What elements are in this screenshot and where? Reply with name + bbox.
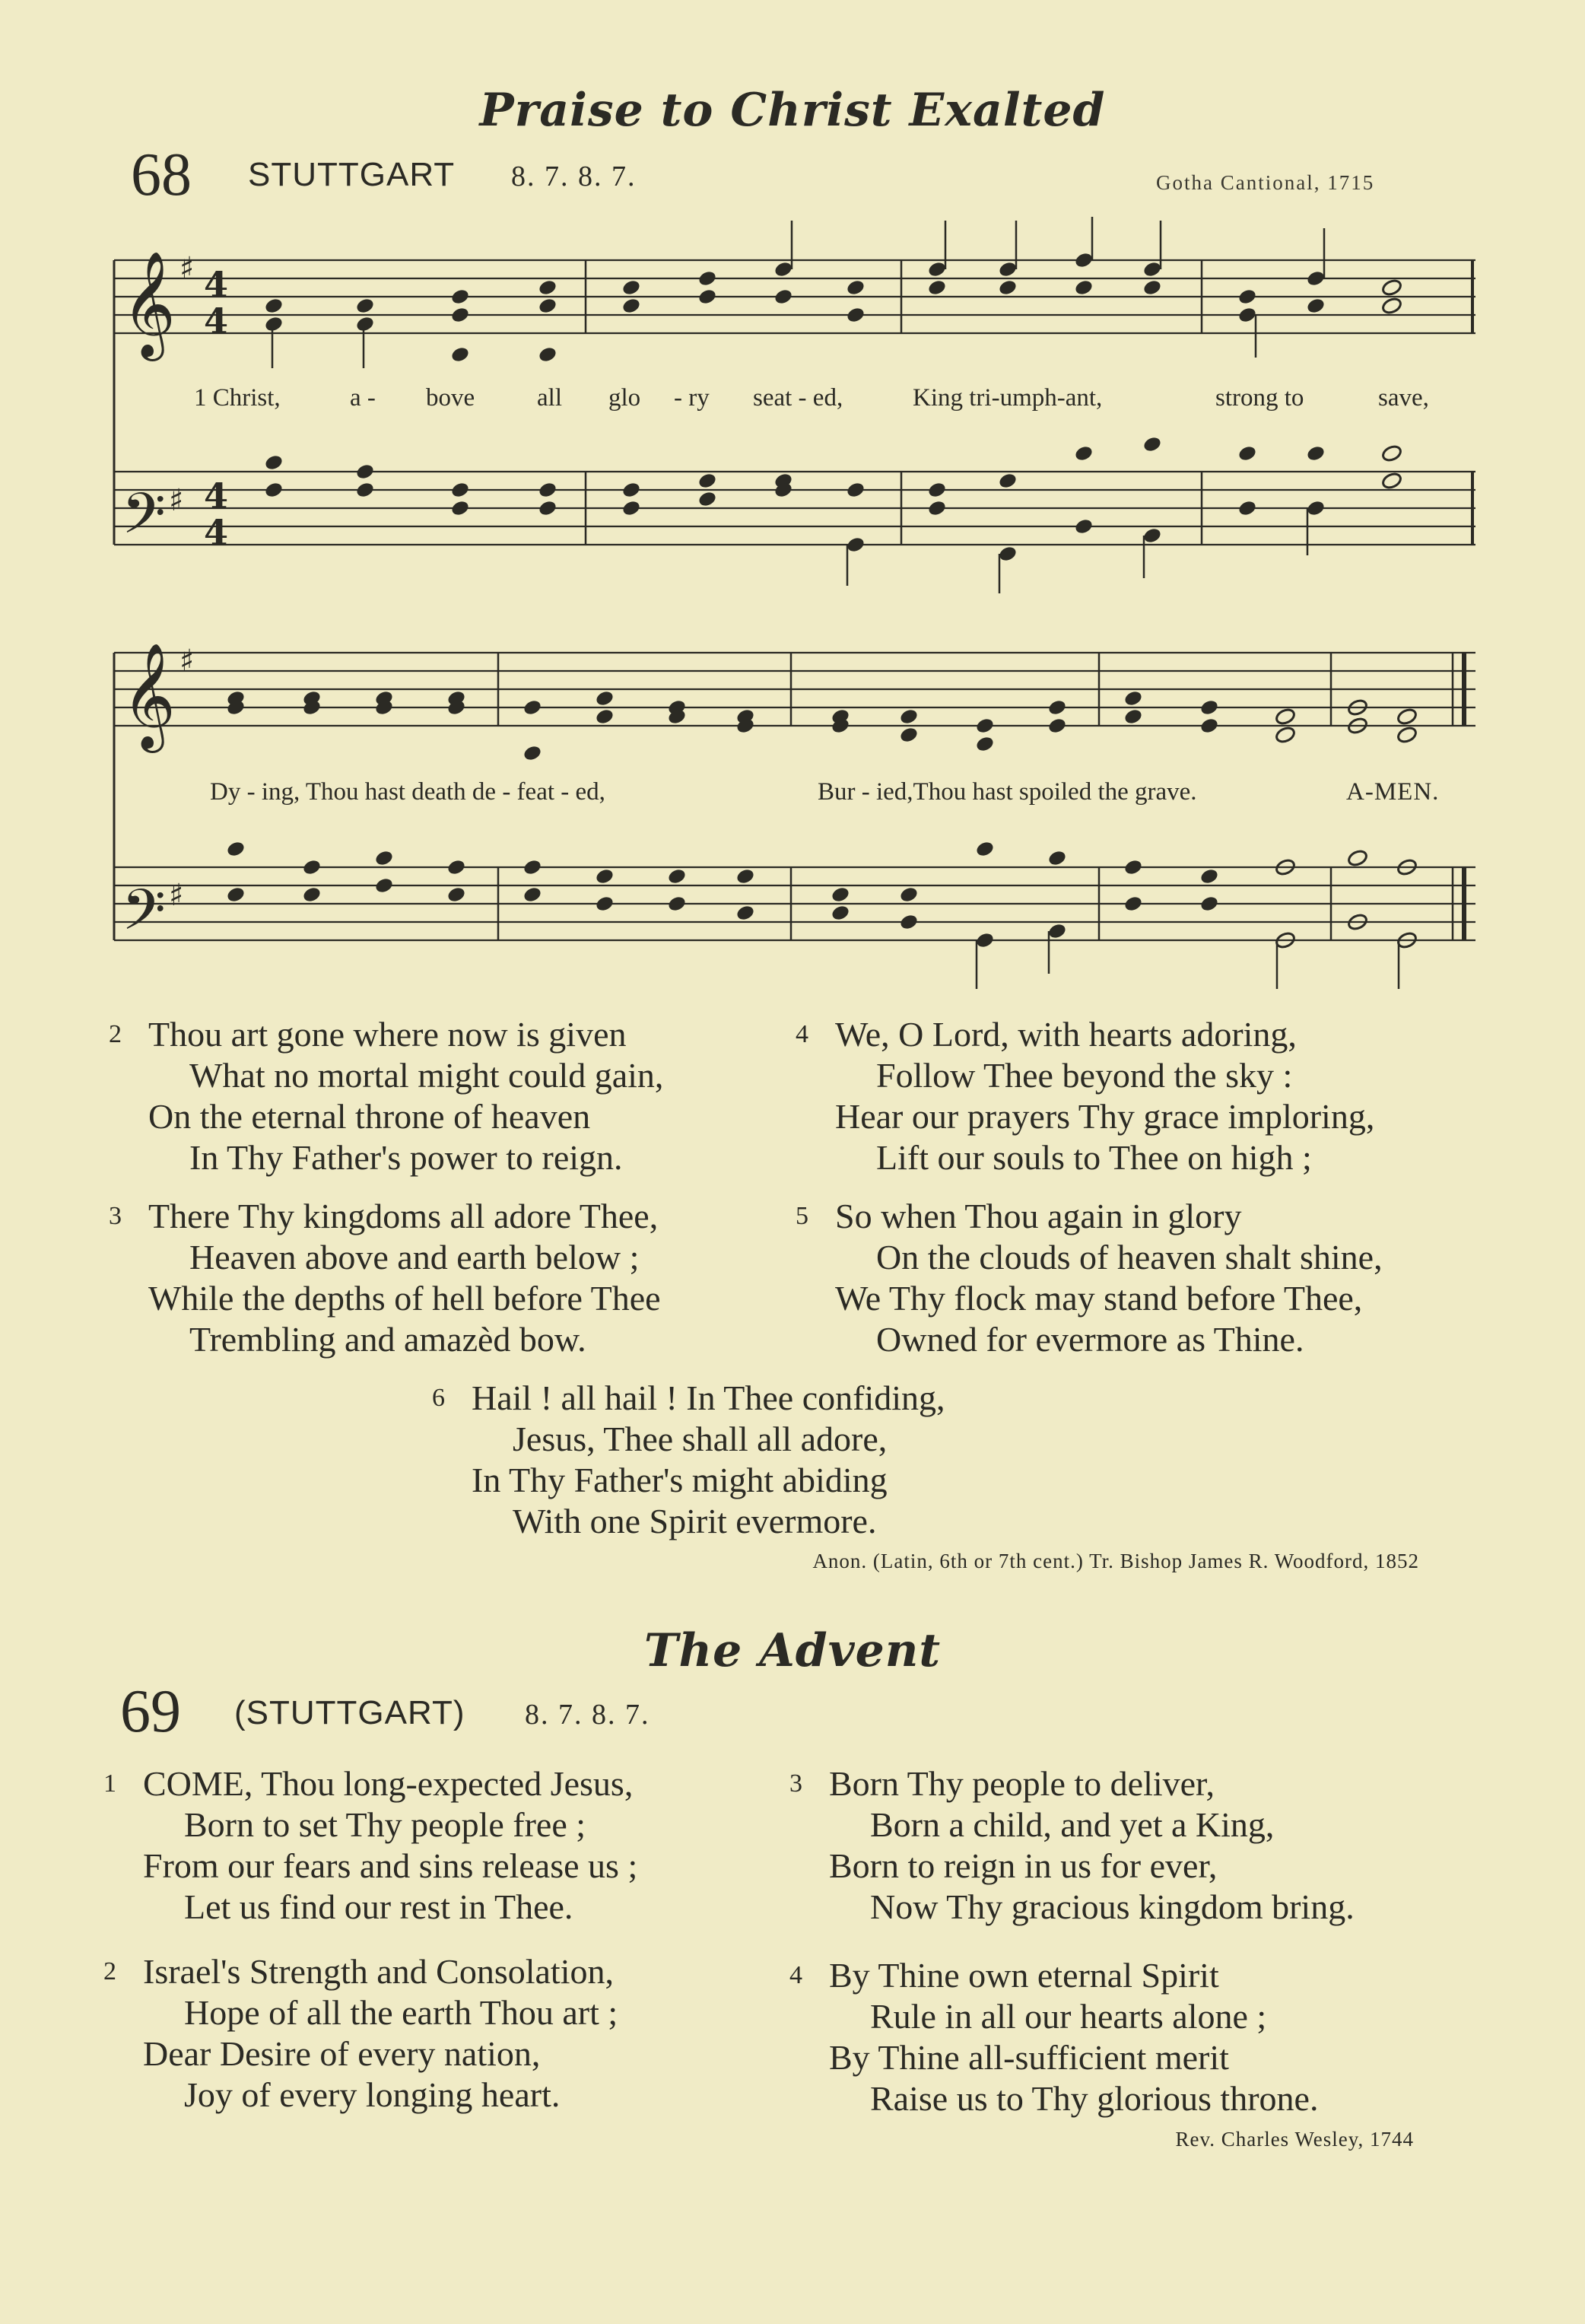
system1-treble-staff <box>114 260 1475 333</box>
verse-line: Born to reign in us for ever, <box>829 1846 1218 1885</box>
verse-line: Born Thy people to deliver, <box>829 1764 1215 1803</box>
verse-line: Thou art gone where now is given <box>148 1015 627 1054</box>
verse-line: On the eternal throne of heaven <box>148 1097 591 1136</box>
verse-line: Now Thy gracious kingdom bring. <box>870 1887 1355 1926</box>
svg-text:♯: ♯ <box>179 251 195 286</box>
system2-bass-staff <box>114 867 1475 940</box>
meter-69: 8. 7. 8. 7. <box>525 1699 650 1731</box>
verse-69-3 <box>789 1763 1355 1928</box>
verse-line: Let us find our rest in Thee. <box>184 1887 573 1926</box>
verse-line: While the depths of hell before Thee <box>148 1279 661 1318</box>
verse-line: So when Thou again in glory <box>835 1197 1242 1235</box>
svg-text:4: 4 <box>204 475 229 517</box>
treble-clef-1: 𝄞 <box>122 251 176 357</box>
verse-line: What no mortal might could gain, <box>189 1056 664 1095</box>
lyric-1-glo: glo <box>608 384 641 412</box>
lyric-1-save: save, <box>1378 384 1429 412</box>
verse-69-2 <box>103 1951 618 2116</box>
lyric-1-strong: strong to <box>1215 384 1304 412</box>
system1-bass-notes <box>264 435 1403 593</box>
credit-69: Rev. Charles Wesley, 1744 <box>1175 2128 1414 2151</box>
system2-bass-notes <box>226 840 1418 989</box>
lyric-1-a: a - <box>350 384 376 412</box>
system2-treble-staff <box>114 653 1475 726</box>
verse-line: Raise us to Thy glorious throne. <box>870 2079 1319 2118</box>
tune-name-68: STUTTGART <box>248 156 456 193</box>
lyric-2-dying: Dy - ing, Thou hast death de - feat - ed, <box>210 778 605 806</box>
verse-number: 2 <box>109 1020 122 1048</box>
verse-68-5 <box>796 1196 1383 1360</box>
lyric-1-all: all <box>537 384 562 412</box>
verse-number: 5 <box>796 1202 808 1230</box>
verse-68-2 <box>109 1014 664 1178</box>
lyric-1-king: King tri-umph-ant, <box>913 384 1103 412</box>
lyric-1-christ: 1 Christ, <box>194 384 281 412</box>
treble-clef-2: 𝄞 <box>122 643 176 749</box>
system1-treble-notes <box>264 217 1403 368</box>
verse-number: 3 <box>109 1202 122 1230</box>
hymn-number-68: 68 <box>131 141 192 208</box>
lyric-1-seated: seat - ed, <box>753 384 843 412</box>
verse-line: From our fears and sins release us ; <box>143 1846 638 1885</box>
verse-line: Owned for evermore as Thine. <box>876 1320 1304 1359</box>
svg-text:♯: ♯ <box>169 483 184 518</box>
verse-line: Rule in all our hearts alone ; <box>870 1997 1267 2036</box>
verse-number: 2 <box>103 1957 116 1985</box>
verse-line: We Thy flock may stand before Thee, <box>835 1279 1363 1318</box>
verse-line: Trembling and amazèd bow. <box>189 1320 586 1359</box>
tune-name-69: (STUTTGART) <box>234 1694 465 1731</box>
verse-line: By Thine all-sufficient merit <box>829 2038 1229 2077</box>
verse-number: 3 <box>789 1769 802 1798</box>
lyric-2-amen: A-MEN. <box>1346 778 1440 806</box>
lyric-1-ry: - ry <box>674 384 710 412</box>
svg-text:♯: ♯ <box>169 878 184 913</box>
system1-bass-staff <box>114 472 1475 545</box>
verse-69-1 <box>103 1763 638 1928</box>
verse-line: Dear Desire of every nation, <box>143 2034 541 2073</box>
svg-text:4: 4 <box>204 512 229 553</box>
hymn-number-69: 69 <box>120 1678 181 1745</box>
verse-68-6 <box>432 1378 945 1542</box>
verse-line: Hope of all the earth Thou art ; <box>184 1993 618 2032</box>
verse-line: Israel's Strength and Consolation, <box>143 1952 614 1991</box>
verse-69-4 <box>789 1955 1319 2119</box>
verse-line: COME, Thou long-expected Jesus, <box>143 1764 634 1803</box>
verse-line: Follow Thee beyond the sky : <box>876 1056 1293 1095</box>
lyric-2-buried: Bur - ied,Thou hast spoiled the grave. <box>818 778 1197 806</box>
section-title-praise: Praise to Christ Exalted <box>479 84 1106 137</box>
verse-line: In Thy Father's power to reign. <box>189 1138 623 1177</box>
verse-number: 6 <box>432 1384 445 1412</box>
verse-number: 4 <box>796 1020 808 1048</box>
verse-line: We, O Lord, with hearts adoring, <box>835 1015 1297 1054</box>
verse-line: In Thy Father's might abiding <box>472 1461 888 1499</box>
meter-68: 8. 7. 8. 7. <box>511 161 637 192</box>
lyric-1-bove: bove <box>426 384 475 412</box>
svg-text:4: 4 <box>204 264 229 305</box>
verse-68-4 <box>796 1014 1375 1178</box>
verse-number: 1 <box>103 1769 116 1798</box>
credit-68: Anon. (Latin, 6th or 7th cent.) Tr. Bishop James R. Woodford, 1852 <box>812 1550 1419 1572</box>
svg-text:♯: ♯ <box>179 644 195 679</box>
verse-line: Joy of every longing heart. <box>184 2075 561 2114</box>
music-score <box>0 0 1585 1004</box>
verse-line: Hail ! all hail ! In Thee confiding, <box>472 1378 945 1417</box>
bass-clef-2: 𝄢 <box>122 877 166 957</box>
bass-clef-1: 𝄢 <box>122 481 166 561</box>
verse-line: Hear our prayers Thy grace imploring, <box>835 1097 1375 1136</box>
svg-text:4: 4 <box>204 300 229 342</box>
verse-line: With one Spirit evermore. <box>513 1502 877 1540</box>
verse-line: Lift our souls to Thee on high ; <box>876 1138 1312 1177</box>
verse-line: There Thy kingdoms all adore Thee, <box>148 1197 659 1235</box>
verse-line: Born a child, and yet a King, <box>870 1805 1275 1844</box>
verse-line: Born to set Thy people free ; <box>184 1805 586 1844</box>
verse-line: Jesus, Thee shall all adore, <box>513 1420 888 1458</box>
verse-line: Heaven above and earth below ; <box>189 1238 640 1276</box>
verse-line: By Thine own eternal Spirit <box>829 1956 1219 1995</box>
verse-68-3 <box>109 1196 661 1360</box>
section-title-advent: The Advent <box>643 1624 942 1677</box>
verse-number: 4 <box>789 1961 802 1989</box>
verse-line: On the clouds of heaven shalt shine, <box>876 1238 1383 1276</box>
tune-source-68: Gotha Cantional, 1715 <box>1156 171 1375 194</box>
